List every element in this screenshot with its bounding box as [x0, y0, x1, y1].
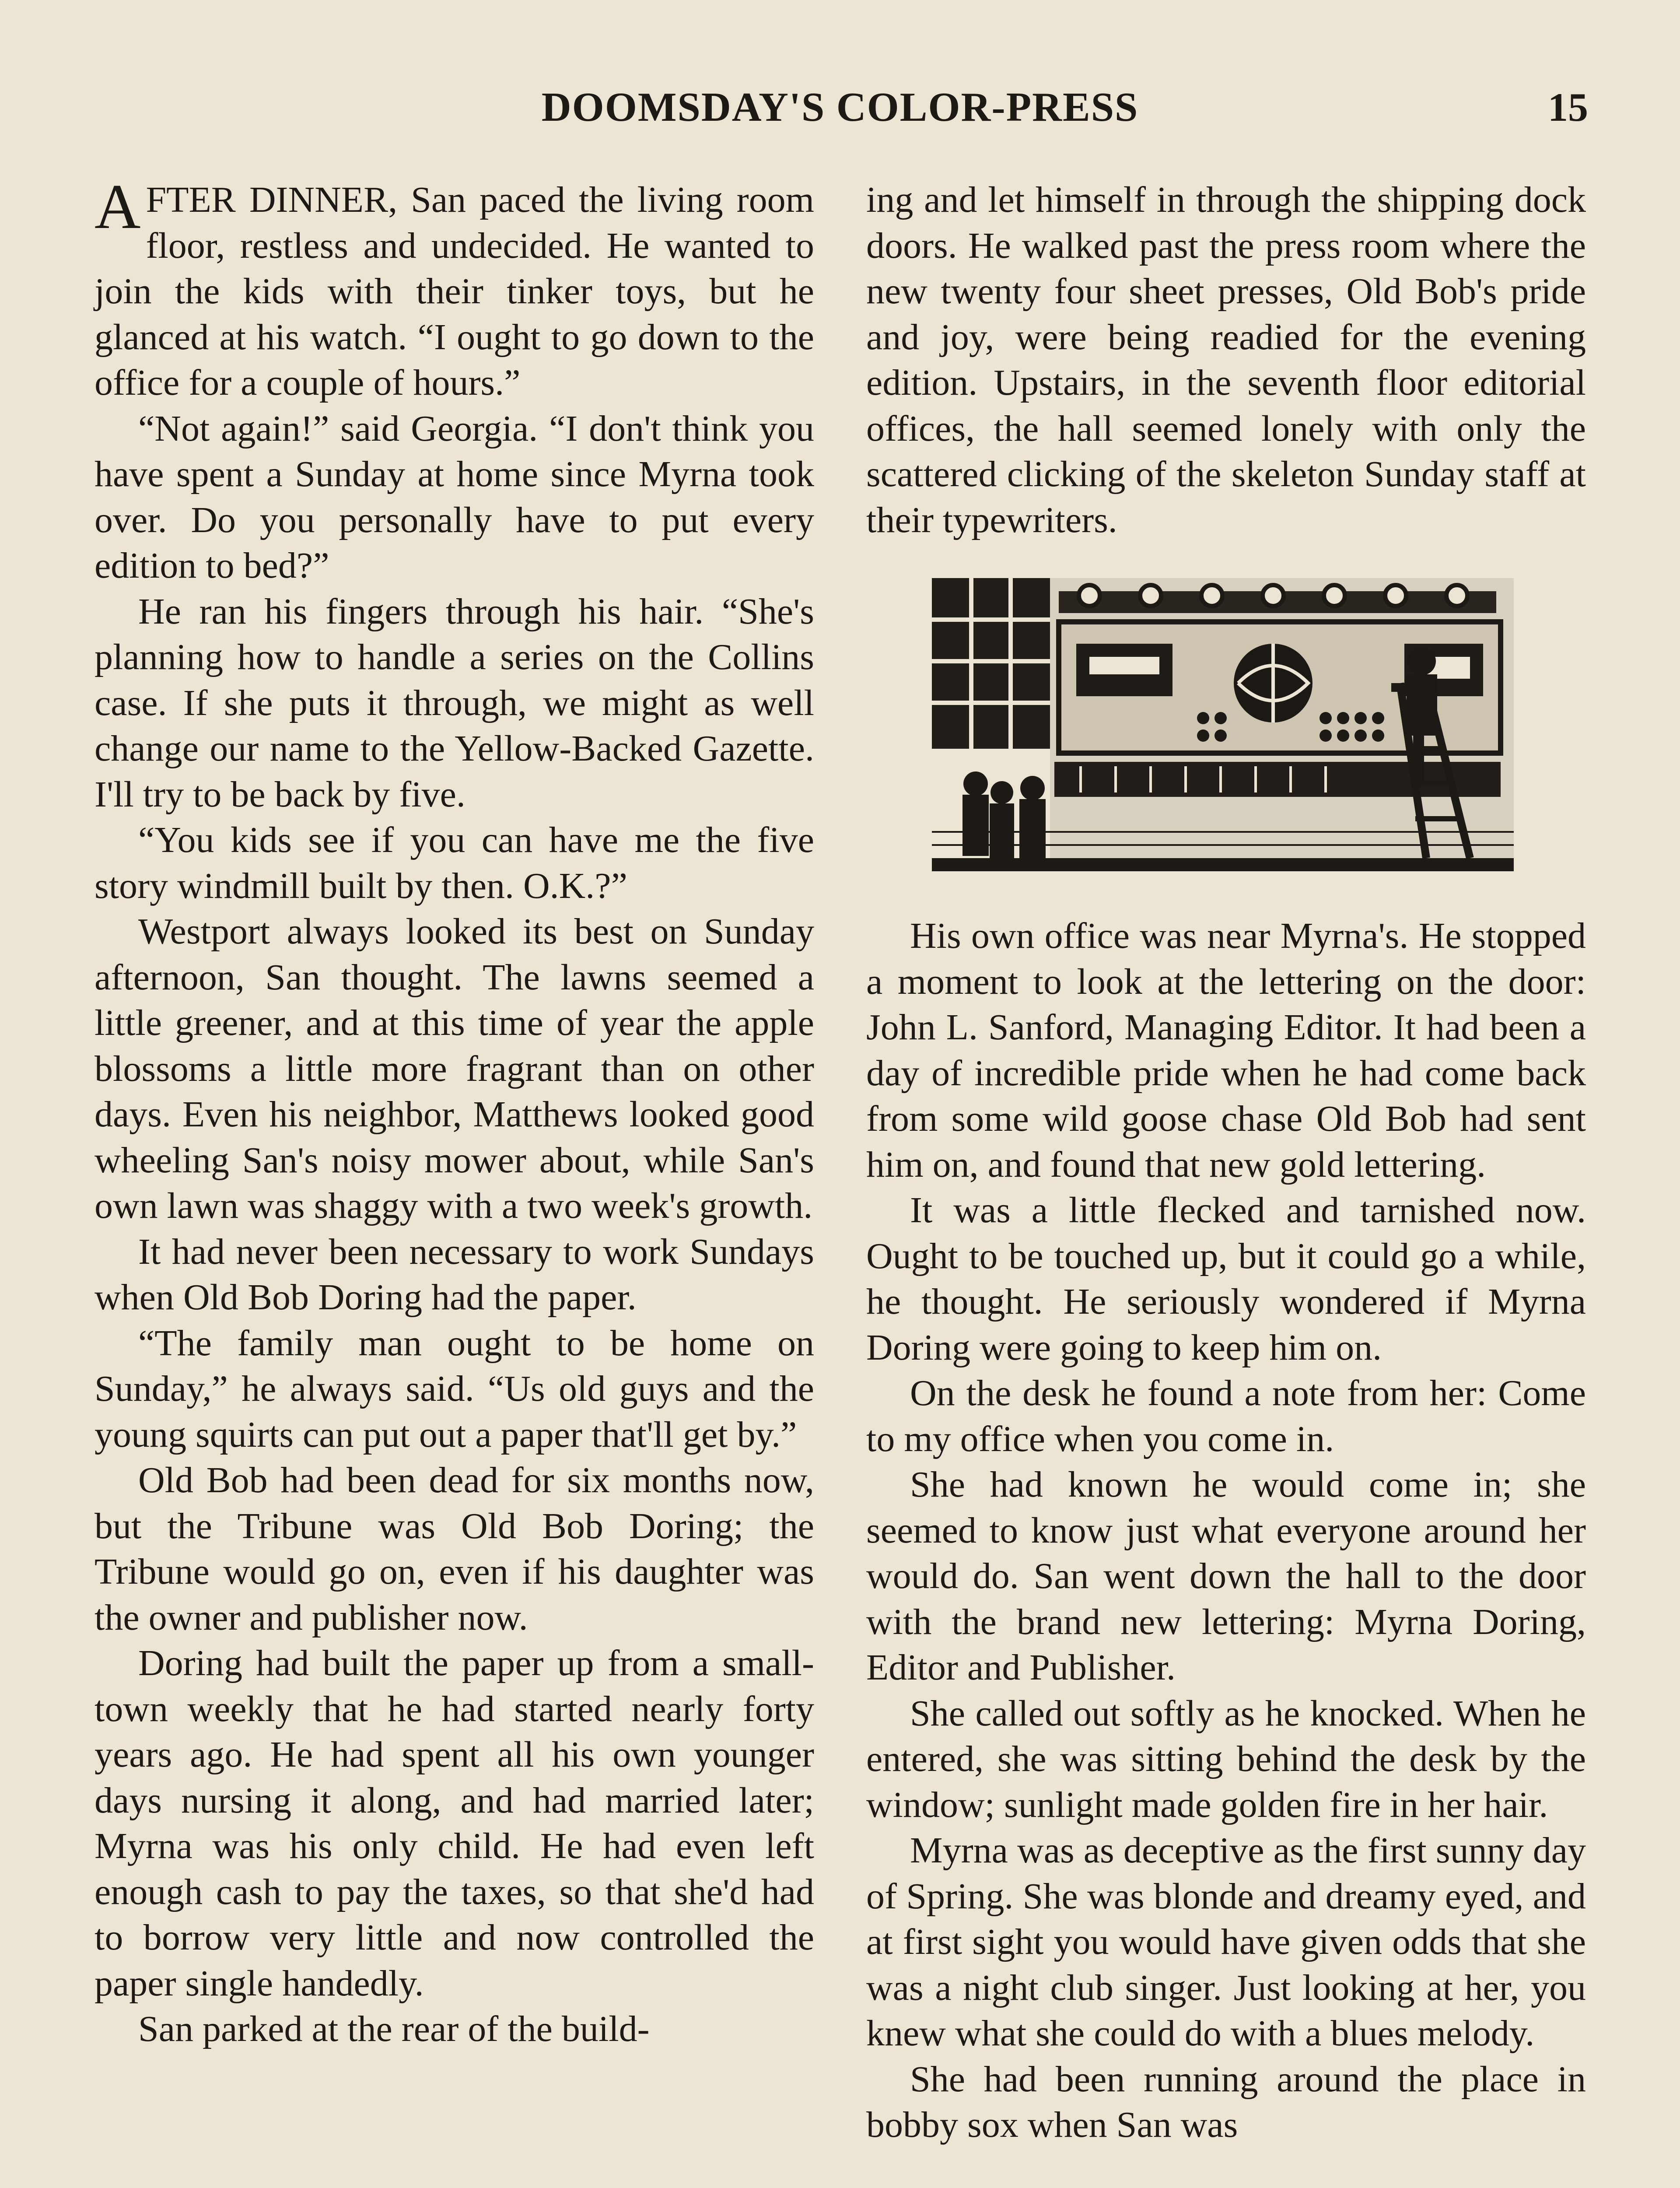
- drop-cap: A: [94, 171, 141, 242]
- right-column: [866, 177, 1586, 2148]
- page-header: [92, 81, 1588, 142]
- paragraph: It was a little flecked and tarnished now. Ought to be touched up, but it could go a while, he thought. He seriously wondered if Myrna Doring were going to keep him on.: [866, 1190, 1586, 1368]
- opening-paragraph-text: FTER DINNER, San paced the living room floor, restless and undecided. He wanted to join the kids with their tinker toys, but he glanced at his watch. “I ought to go down to the office for a couple of hours.”: [94, 179, 814, 403]
- left-column: [94, 171, 814, 2052]
- control-room-illustration: [932, 574, 1514, 876]
- continued-paragraph: ing and let himself in through the shipping dock doors. He walked past the press room where the new twenty four sheet presses, Old Bob's pride and joy, were being readied for the evening edition. Upstairs, in the seventh floor editorial offices, the hall seemed lonely with only the scattered clicking of the skeleton Sunday staff at their typewriters.: [866, 179, 1586, 540]
- page-number: 15: [1548, 85, 1588, 130]
- paragraph: It had never been necessary to work Sundays when Old Bob Doring had the paper.: [94, 1231, 814, 1318]
- paragraph: Myrna was as deceptive as the first sunny day of Spring. She was blonde and dreamy eyed, and at first sight you would have given odds that she was a night club singer. Just looking at her, you knew what she could do with a blues melody.: [866, 1830, 1586, 2054]
- paragraph: “You kids see if you can have me the five story windmill built by then. O.K.?”: [94, 820, 814, 906]
- paragraph: On the desk he found a note from her: Come to my office when you come in.: [866, 1373, 1586, 1459]
- paragraph: She had known he would come in; she seemed to know just what everyone around her would do. San went down the hall to the door with the brand new lettering: Myrna Doring, Editor and Publisher.: [866, 1464, 1586, 1688]
- paragraph: Old Bob had been dead for six months now, but the Tribune was Old Bob Doring; the Tribune would go on, even if his daughter was the owner and publisher now.: [94, 1460, 814, 1638]
- control-room-drawing: [932, 574, 1514, 876]
- paragraph: Doring had built the paper up from a small-town weekly that he had started nearly forty years ago. He had spent all his own younger days nursing it along, and had married later; Myrna was his only child. He had even left enough cash to pay the taxes, so that she'd had to borrow very little and now controlled the paper single handedly.: [94, 1643, 814, 2004]
- paragraph: “Not again!” said Georgia. “I don't think you have spent a Sunday at home since Myrna took over. Do you personally have to put every edition to bed?”: [94, 408, 814, 586]
- paragraph: San parked at the rear of the build-: [138, 2009, 650, 2049]
- opening-paragraph: [94, 171, 814, 406]
- paragraph: Westport always looked its best on Sunday afternoon, San thought. The lawns seemed a little greener, and at this time of year the apple blossoms a little more fragrant than on other days. Even his neighbor, Matthews looked good wheeling San's noisy mower about, while San's own lawn was shaggy with a two week's growth.: [94, 911, 814, 1226]
- paragraph: She called out softly as he knocked. When he entered, she was sitting behind the desk by the window; sunlight made golden fire in her hair.: [866, 1693, 1586, 1825]
- paragraph: His own office was near Myrna's. He stopped a moment to look at the lettering on the door: John L. Sanford, Managing Editor. It had been a day of incredible pride when he had come back from some wild goose chase Old Bob had sent him on, and found that new gold lettering.: [866, 915, 1586, 1185]
- running-title: DOOMSDAY'S COLOR-PRESS: [541, 84, 1139, 130]
- paragraph: “The family man ought to be home on Sunday,” he always said. “Us old guys and the young squirts can put out a paper that'll get by.”: [94, 1322, 814, 1455]
- paragraph: She had been running around the place in bobby sox when San was: [866, 2058, 1586, 2145]
- paragraph: He ran his fingers through his hair. “She's planning how to handle a series on the Collins case. If she puts it through, we might as well change our name to the Yellow-Backed Gazette. I'll try to be back by five.: [94, 591, 814, 815]
